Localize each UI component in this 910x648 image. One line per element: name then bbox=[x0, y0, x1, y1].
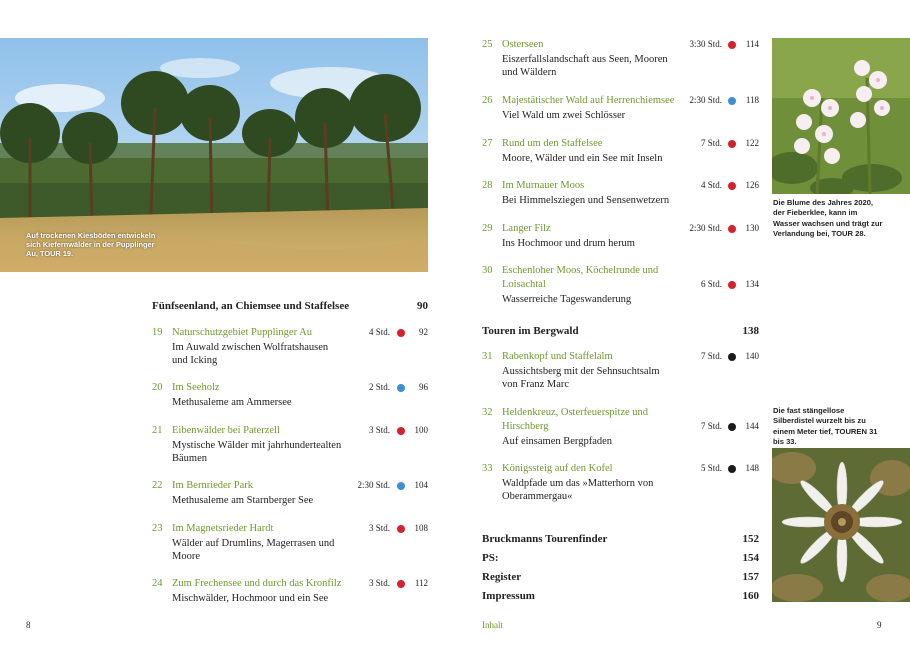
tour-page: 118 bbox=[745, 95, 759, 105]
section-heading: Touren im Bergwald bbox=[482, 325, 579, 337]
tour-duration: 7 Std. bbox=[700, 138, 722, 148]
tour-entry-26[interactable] bbox=[482, 94, 759, 126]
tour-title: Im Bernrieder Park bbox=[172, 480, 254, 491]
tour-page: 126 bbox=[745, 180, 759, 190]
tour-description-line: und Icking bbox=[172, 355, 218, 366]
tour-page: 148 bbox=[745, 463, 759, 473]
tour-description-line: Methusaleme am Ammersee bbox=[172, 397, 292, 408]
tour-page: 96 bbox=[419, 382, 428, 392]
tour-description-line: Mischwälder, Hochmoor und ein See bbox=[172, 593, 329, 604]
tour-description-line: Im Auwald zwischen Wolfratshausen bbox=[172, 342, 329, 353]
tour-entry-28[interactable] bbox=[482, 179, 759, 211]
tour-duration: 7 Std. bbox=[700, 421, 722, 431]
tour-description-line: Bäumen bbox=[172, 453, 207, 464]
tour-duration: 2:30 Std. bbox=[689, 223, 722, 233]
tour-title: Langer Filz bbox=[502, 223, 551, 234]
tour-title: Heldenkreuz, Osterfeuerspitze und bbox=[502, 407, 649, 418]
tour-duration: 4 Std. bbox=[368, 327, 390, 337]
tour-number: 23 bbox=[152, 523, 163, 534]
index-ps[interactable]: PS: bbox=[482, 552, 499, 564]
tour-title: Eibenwälder bei Paterzell bbox=[172, 425, 280, 436]
tour-number: 31 bbox=[482, 351, 493, 362]
fieberklee-photo bbox=[772, 38, 910, 194]
tour-page: 108 bbox=[414, 523, 428, 533]
tour-page: 114 bbox=[745, 39, 759, 49]
tour-title: Naturschutzgebiet Pupplinger Au bbox=[172, 327, 312, 338]
tour-description-line: Waldpfade um das »Matterhorn von bbox=[502, 478, 654, 489]
silberdistel-photo bbox=[772, 448, 910, 602]
tour-page: 130 bbox=[745, 223, 759, 233]
tour-duration: 5 Std. bbox=[700, 463, 722, 473]
tour-number: 19 bbox=[152, 327, 163, 338]
tour-number: 32 bbox=[482, 407, 493, 418]
tour-entry-32[interactable] bbox=[482, 406, 759, 452]
tour-title: Eschenloher Moos, Köchelrunde und bbox=[502, 265, 659, 276]
running-head: Inhalt bbox=[482, 620, 503, 630]
tour-title: Rabenkopf und Staffelalm bbox=[502, 351, 613, 362]
tour-description-line: Moore, Wälder und ein See mit Inseln bbox=[502, 153, 663, 164]
tour-duration: 4 Std. bbox=[700, 180, 722, 190]
tour-duration: 7 Std. bbox=[700, 351, 722, 361]
tour-page: 144 bbox=[745, 421, 759, 431]
tour-page: 92 bbox=[419, 327, 428, 337]
index-register[interactable]: Register bbox=[482, 571, 522, 583]
index-page: 152 bbox=[742, 533, 759, 545]
tour-description-line: Moore bbox=[172, 551, 200, 562]
tour-description-line: Eiszerfallslandschaft aus Seen, Mooren bbox=[502, 54, 668, 65]
tour-number: 24 bbox=[152, 578, 163, 589]
tour-title: Im Magnetsrieder Hardt bbox=[172, 523, 274, 534]
right-page-number: 9 bbox=[877, 620, 882, 630]
tour-page: 122 bbox=[745, 138, 759, 148]
tour-entry-19[interactable] bbox=[152, 326, 428, 370]
tour-number: 27 bbox=[482, 138, 493, 149]
fieberklee-illustration bbox=[772, 38, 910, 194]
tour-description-line: von Franz Marc bbox=[502, 379, 570, 390]
tour-page: 134 bbox=[745, 279, 759, 289]
left-page-number: 8 bbox=[26, 620, 31, 630]
tour-page: 100 bbox=[414, 425, 428, 435]
forest-photo-caption: Auf trockenen Kiesböden entwickeln sich Kiefernwälder in der Pupplinger Au, TOUR 19. bbox=[26, 231, 156, 258]
index-impressum[interactable]: Impressum bbox=[482, 590, 535, 602]
section-page: 90 bbox=[417, 300, 428, 312]
tour-page: 104 bbox=[414, 480, 428, 490]
tour-entry-33[interactable] bbox=[482, 462, 759, 506]
tour-duration: 2:30 Std. bbox=[357, 480, 390, 490]
fieberklee-caption: Die Blume des Jahres 2020, der Fieberklee, kann im Wasser wachsen und trägt zur Verlandung bei, TOUR 28. bbox=[773, 198, 883, 239]
tour-title: Rund um den Staffelsee bbox=[502, 138, 603, 149]
tour-number: 29 bbox=[482, 223, 493, 234]
tour-entry-20[interactable] bbox=[152, 381, 428, 413]
tour-description-line: Mystische Wälder mit jahrhundertealten bbox=[172, 440, 342, 451]
tour-entry-30[interactable] bbox=[482, 264, 759, 310]
tour-number: 28 bbox=[482, 180, 493, 191]
tour-entry-31[interactable] bbox=[482, 350, 759, 394]
tour-entry-27[interactable] bbox=[482, 137, 759, 169]
tour-duration: 2 Std. bbox=[368, 382, 390, 392]
tour-number: 21 bbox=[152, 425, 163, 436]
tour-description-line: Viel Wald um zwei Schlösser bbox=[502, 110, 626, 121]
tour-description-line: Aussichtsberg mit der Sehnsuchtsalm bbox=[502, 366, 660, 377]
tour-description-line: Auf einsamen Bergpfaden bbox=[502, 436, 613, 447]
tour-title: Zum Frechensee und durch das Kronfilz bbox=[172, 578, 342, 589]
tour-duration: 3:30 Std. bbox=[689, 39, 722, 49]
tour-entry-23[interactable] bbox=[152, 522, 428, 566]
tour-title-line-2: Loisachtal bbox=[502, 279, 546, 290]
tour-entry-21[interactable] bbox=[152, 424, 428, 468]
silberdistel-illustration bbox=[772, 448, 910, 602]
tour-description-line: Oberammergau« bbox=[502, 491, 573, 502]
tour-duration: 6 Std. bbox=[700, 279, 722, 289]
tour-number: 22 bbox=[152, 480, 163, 491]
tour-description-line: Wälder auf Drumlins, Magerrasen und bbox=[172, 538, 335, 549]
tour-description-line: Methusaleme am Starnberger See bbox=[172, 495, 314, 506]
tour-title: Majestätischer Wald auf Herrenchiemsee bbox=[502, 95, 675, 106]
tour-description-line: Bei Himmelsziegen und Sensenwetzern bbox=[502, 195, 670, 206]
section-heading: Fünfseenland, an Chiemsee und Staffelsee bbox=[152, 300, 350, 312]
section-page: 138 bbox=[742, 325, 759, 337]
index-page: 154 bbox=[742, 552, 759, 564]
tour-duration: 3 Std. bbox=[368, 523, 390, 533]
tour-entry-24[interactable] bbox=[152, 577, 428, 609]
index-page: 160 bbox=[742, 590, 759, 602]
tour-number: 30 bbox=[482, 265, 493, 276]
tour-duration: 3 Std. bbox=[368, 425, 390, 435]
tour-duration: 3 Std. bbox=[368, 578, 390, 588]
tour-number: 26 bbox=[482, 95, 493, 106]
index-page: 157 bbox=[742, 571, 759, 583]
tour-title-line-2: Hirschberg bbox=[502, 421, 549, 432]
tour-title: Osterseen bbox=[502, 39, 544, 50]
tour-title: Im Murnauer Moos bbox=[502, 180, 585, 191]
tour-number: 20 bbox=[152, 382, 163, 393]
tour-number: 33 bbox=[482, 463, 493, 474]
tour-description-line: Ins Hochmoor und drum herum bbox=[502, 238, 635, 249]
tour-title: Königssteig auf den Kofel bbox=[502, 463, 613, 474]
tour-page: 140 bbox=[745, 351, 759, 361]
tour-duration: 2:30 Std. bbox=[689, 95, 722, 105]
silberdistel-caption: Die fast stängellose Silberdistel wurzelt bis zu einem Meter tief, TOUREN 31 bis 33. bbox=[773, 406, 878, 447]
tour-page: 112 bbox=[414, 578, 428, 588]
tour-title: Im Seeholz bbox=[172, 382, 220, 393]
tour-description-line: und Wäldern bbox=[502, 67, 557, 78]
tour-entry-25[interactable] bbox=[482, 38, 759, 82]
tour-number: 25 bbox=[482, 39, 493, 50]
index-tourenfinder[interactable]: Bruckmanns Tourenfinder bbox=[482, 533, 608, 545]
tour-description-line: Wasserreiche Tageswanderung bbox=[502, 294, 632, 305]
tour-entry-29[interactable] bbox=[482, 222, 759, 254]
tour-entry-22[interactable] bbox=[152, 479, 428, 511]
